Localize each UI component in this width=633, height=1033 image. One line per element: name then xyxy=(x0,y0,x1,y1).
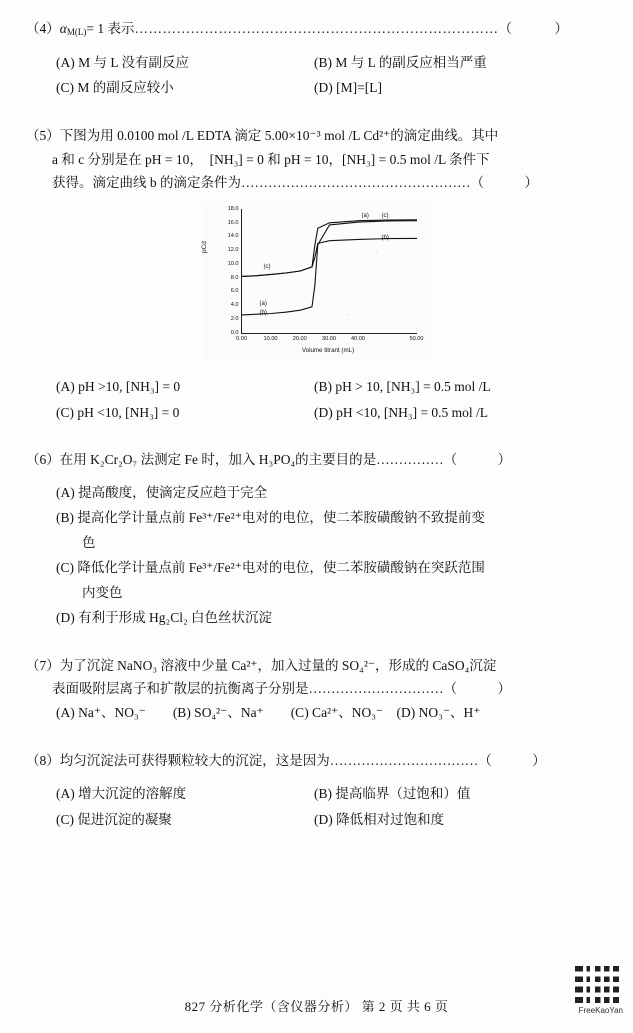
option-5-D[interactable]: (D) pH <10, [NH₃] = 0.5 mol /L xyxy=(314,404,489,420)
chart-label-b: (b) xyxy=(381,234,389,241)
chart-ytick-16: 16.0 xyxy=(227,219,239,226)
chart-ytick-6: 6.0 xyxy=(230,288,239,295)
question-4-tail: = 1 表示 xyxy=(86,21,135,36)
chart-xtick-30: 30.00 xyxy=(322,335,336,342)
question-4-options-row-2 xyxy=(0,75,633,101)
option-8-B[interactable]: (B) 提高临界（过饱和）值 xyxy=(314,786,471,802)
chart-ytick-18: 18.0 xyxy=(227,205,239,212)
option-6-B[interactable]: (B) 提高化学计量点前 Fe³⁺/Fe²⁺电对的电位，使二苯胺磺酸钠不致提前变 xyxy=(56,509,485,525)
chart-label-b-left: (b) xyxy=(259,309,267,316)
option-8-D[interactable]: (D) 降低相对过饱和度 xyxy=(314,812,445,828)
chart-ytick-8: 8.0 xyxy=(230,274,239,281)
question-6-stem xyxy=(0,448,633,472)
chart-label-c: (c) xyxy=(381,212,389,219)
chart-xtick-0: 0.00 xyxy=(236,335,247,342)
question-7-line-2: 表面吸附层离子和扩散层的抗衡离子分别是…………………………（ ） xyxy=(52,681,511,697)
option-5-C[interactable]: (C) pH <10, [NH₃] = 0 xyxy=(56,404,180,420)
question-5-options-row-2 xyxy=(0,400,633,426)
option-6-D[interactable]: (D) 有利于形成 Hg₂Cl₂ 白色丝状沉淀 xyxy=(56,609,273,625)
chart-curves xyxy=(242,209,417,333)
chart-xtick-40: 40.00 xyxy=(351,335,366,342)
chart-plot-area xyxy=(227,205,424,342)
chart-ytick-10: 10.0 xyxy=(227,260,239,267)
option-5-B[interactable]: (B) pH > 10, [NH₃] = 0.5 mol /L xyxy=(314,378,491,394)
option-4-B[interactable]: (B) M 与 L 的副反应相当严重 xyxy=(314,54,487,70)
question-5-line-1: （5）下图为用 0.0100 mol /L EDTA 滴定 5.00×10⁻³ mol /L Cd²⁺的滴定曲线。其中 xyxy=(26,128,499,144)
question-7-options-inline[interactable]: (A) Na⁺、NO₃⁻ (B) SO₄²⁻、Na⁺ (C) Ca²⁺、NO₃⁻ (D) NO₃⁻、H⁺ xyxy=(56,704,481,720)
page-footer: 827 分析化学（含仪器分析） 第 2 页 共 6 页 xyxy=(184,999,449,1014)
question-6-line-1: （6）在用 K₂Cr₂O₇ 法测定 Fe 时，加入 H₃PO₄的主要目的是……………（ ） xyxy=(26,452,512,468)
chart-ytick-2: 2.0 xyxy=(230,316,239,323)
titration-curve-figure xyxy=(0,201,633,361)
curve-b xyxy=(242,238,417,276)
chart-label-a-left: (a) xyxy=(259,300,267,307)
qr-code-icon xyxy=(575,959,619,1003)
option-4-D[interactable]: (D) [M]=[L] xyxy=(314,80,382,96)
chart-ytick-0: 0.0 xyxy=(230,329,239,336)
option-8-A[interactable]: (A) 增大沉淀的溶解度 xyxy=(56,786,187,802)
option-6-C-cont: 内变色 xyxy=(82,584,123,600)
question-7-line-1: （7）为了沉淀 NaNO₃ 溶液中少量 Ca²⁺，加入过量的 SO₄²⁻，形成的 CaSO₄沉淀 xyxy=(26,657,497,673)
question-4-subscript: M(L) xyxy=(66,27,87,37)
question-5-stem xyxy=(0,124,633,195)
option-4-A[interactable]: (A) M 与 L 没有副反应 xyxy=(56,54,189,70)
question-4-options-row-1 xyxy=(0,50,633,76)
question-5-line-2: a 和 c 分别是在 pH = 10， [NH₃] = 0 和 pH = 10，[NH₃] = 0.5 mol /L 条件下 xyxy=(52,151,490,167)
chart-ytick-12: 12.0 xyxy=(227,247,239,254)
question-4-stem-text xyxy=(26,17,605,41)
option-6-A[interactable]: (A) 提高酸度，使滴定反应趋于完全 xyxy=(56,484,268,500)
option-4-C[interactable]: (C) M 的副反应较小 xyxy=(56,80,174,96)
chart-label-c-left: (c) xyxy=(263,263,271,270)
question-8-line-1: （8）均匀沉淀法可获得颗粒较大的沉淀，这是因为……………………………（ ） xyxy=(26,752,546,768)
question-4-stem xyxy=(0,17,633,41)
chart-label-a: (a) xyxy=(361,212,369,219)
question-8-stem xyxy=(0,749,633,773)
chart-y-axis-label: pCd xyxy=(200,240,208,253)
question-8-options-row-1 xyxy=(0,781,633,807)
option-6-C[interactable]: (C) 降低化学计量点前 Fe³⁺/Fe²⁺电对的电位，使二苯胺磺酸钠在突跃范围 xyxy=(56,559,485,575)
chart-xtick-20: 20.00 xyxy=(292,335,307,342)
question-4-symbol: α xyxy=(59,21,67,36)
chart-x-axis-label: Volume titrant (mL) xyxy=(301,346,355,354)
chart-ytick-4: 4.0 xyxy=(230,302,239,309)
chart-xtick-50: 50.00 xyxy=(409,335,424,342)
question-4-dots: ……………………………………………………………………（ xyxy=(134,21,513,36)
question-5-options-row-1 xyxy=(0,374,633,400)
option-8-C[interactable]: (C) 促进沉淀的凝聚 xyxy=(56,812,172,828)
chart-ytick-14: 14.0 xyxy=(227,233,239,240)
option-5-A[interactable]: (A) pH >10, [NH₃] = 0 xyxy=(56,378,181,394)
question-8-options-row-2 xyxy=(0,807,633,833)
question-4-close-paren: ） xyxy=(554,21,568,36)
watermark-label: FreeKaoYan xyxy=(578,1006,623,1015)
question-7-stem xyxy=(0,654,633,701)
question-5-line-3: 获得。滴定曲线 b 的滴定条件为……………………………………………（ ） xyxy=(52,175,538,191)
chart-xtick-10: 10.00 xyxy=(263,335,278,342)
option-6-B-cont: 色 xyxy=(82,534,96,550)
titration-chart xyxy=(200,201,431,361)
question-4-number: （4） xyxy=(26,21,60,36)
